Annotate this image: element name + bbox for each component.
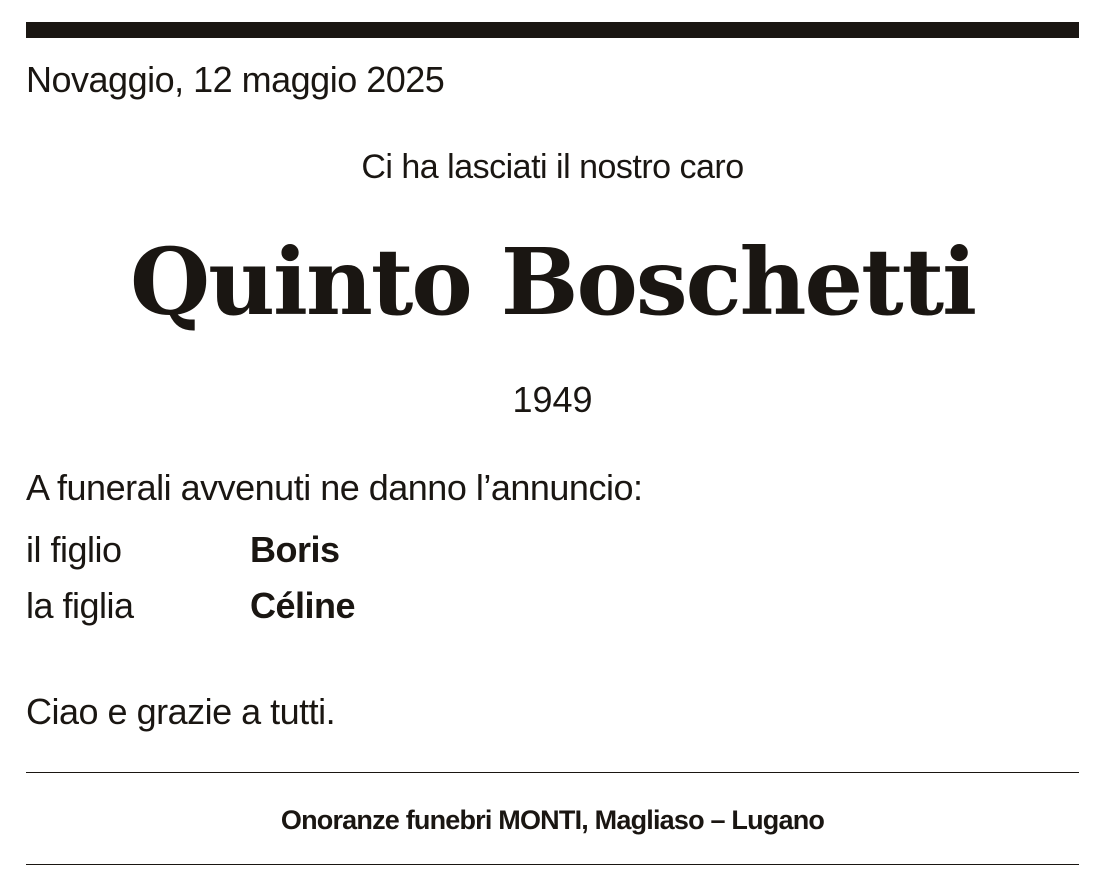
relation-label: il figlio [26,529,122,570]
intro-text: Ci ha lasciati il nostro caro [361,148,744,186]
member-name: Céline [250,585,356,626]
top-border-bar [26,22,1079,38]
member-name: Boris [250,529,340,570]
footer-divider-bottom [26,864,1079,865]
funeral-home-credit: Onoranze funebri MONTI, Magliaso – Lugano [280,805,825,835]
birth-year: 1949 [512,379,593,420]
family-member-row [26,578,355,634]
deceased-name: Quinto Boschetti [129,228,976,336]
place-date: Novaggio, 12 maggio 2025 [26,59,445,100]
footer-divider-top [26,772,1079,773]
announcement-text: A funerali avvenuti ne danno l’annuncio: [26,467,643,508]
relation-label: la figlia [26,585,134,626]
family-list [26,522,355,634]
family-member-row [26,522,355,578]
closing-text: Ciao e grazie a tutti. [26,691,336,732]
